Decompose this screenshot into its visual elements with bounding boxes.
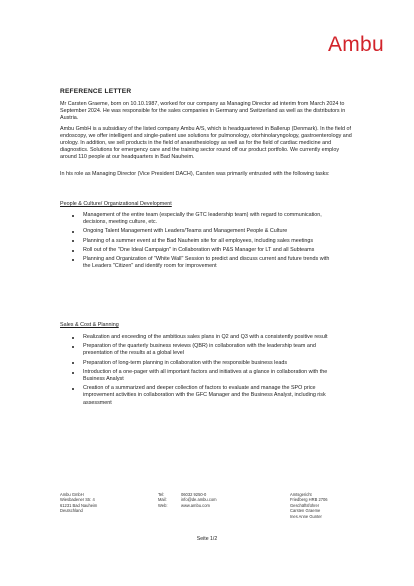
footer-contact-labels — [158, 492, 172, 508]
footer-contact-values — [181, 492, 251, 508]
footer-registry — [290, 492, 360, 519]
footer-phone: 06032 9250-0 — [181, 492, 207, 497]
list-item: Ongoing Talent Management with Leaders/Teams and Management People & Culture — [72, 228, 334, 235]
footer-line: Carsten Graeme — [290, 508, 321, 514]
page-number: Seite 1/2 — [196, 536, 218, 542]
sales-list — [72, 334, 334, 409]
section-heading-people-culture: People & Culture/ Organizational Development — [60, 201, 172, 207]
footer-line: Deutschland — [60, 508, 83, 514]
footer-line: Geschäftsführer — [290, 502, 320, 508]
footer-label: Mail: — [158, 497, 167, 503]
list-item: Preparation of the quarterly business reviews (QBR) in collaboration with the leadership team and presentation of the results at a global level — [72, 343, 334, 357]
footer-website: www.ambu.com — [181, 502, 210, 508]
footer-line: Amtsgericht — [290, 492, 312, 497]
ambu-logo: Ambu — [327, 33, 384, 56]
list-item: Management of the entire team (especially the GTC leadership team) with regard to communication, decisions, meeting culture, etc. — [72, 212, 334, 226]
footer-line: Friedberg HRB 2706 — [290, 497, 328, 503]
list-item: Planning and Organization of "White Wall" Session to predict and discuss current and future trends with the Leaders "Citizen" and identify room for improvement — [72, 256, 334, 270]
footer-line: Wiesbadener Str. 4 — [60, 497, 95, 503]
list-item: Creation of a summarized and deeper collection of factors to evaluate and manage the SPO price improvement activities in collaboration with the GFC Manager and the Business Analyst, including risk assessment — [72, 385, 334, 406]
list-item: Roll out of the "One Ideal Campaign" in Collaboration with P&S Manager for LT and all Subteams — [72, 247, 334, 254]
footer-line: Ines Anne Gunter — [290, 513, 322, 519]
footer-label: Web: — [158, 502, 168, 508]
intro-paragraph: Mr Carsten Graeme, born on 10.10.1987, worked for our company as Managing Director ad interim from March 2024 to September 2024. He was responsible for the sales companies in Germany and Switzerland as well as the distributors in Austria. — [60, 101, 346, 122]
footer-email: info@de.ambu.com — [181, 497, 217, 503]
list-item: Introduction of a one-pager with all important factors and initiatives at a glance in collaboration with the Business Analyst — [72, 369, 334, 383]
company-paragraph: Ambu GmbH is a subsidiary of the listed company Ambu A/S, which is headquartered in Ballerup (Denmark). In the field of endoscopy, we offer intelligent and single-patient use solutions for pulmonology, otorhinolaryngology, gastroenterology and urology. In addition, we sell products in the field of anaesthesiology as well as for the field of cardiac medicine and diagnostics. Solutions for emergency care and the training sector round off our product portfolio. We currently employ around 110 people at our headquarters in Bad Nauheim. — [60, 126, 352, 161]
section-heading-sales: Sales & Cost & Planning — [60, 322, 119, 328]
footer-line: 61231 Bad Nauheim — [60, 502, 98, 508]
footer-line: Ambu GmbH — [60, 492, 84, 497]
list-item: Planning of a summer event at the Bad Nauheim site for all employees, including sales meetings — [72, 238, 334, 245]
list-item: Preparation of long-term planning in collaboration with the responsible business leads — [72, 360, 334, 367]
footer-label: Tel: — [158, 492, 165, 497]
list-item: Realization and exceeding of the ambitious sales plans in Q2 and Q3 with a consistently positive result — [72, 334, 334, 341]
tasks-paragraph: In his role as Managing Director (Vice President DACH), Carsten was primarily entrusted with the following tasks: — [60, 171, 330, 177]
letter-title: REFERENCE LETTER — [60, 88, 132, 95]
people-culture-list — [72, 212, 334, 273]
footer-company-address — [60, 492, 130, 514]
